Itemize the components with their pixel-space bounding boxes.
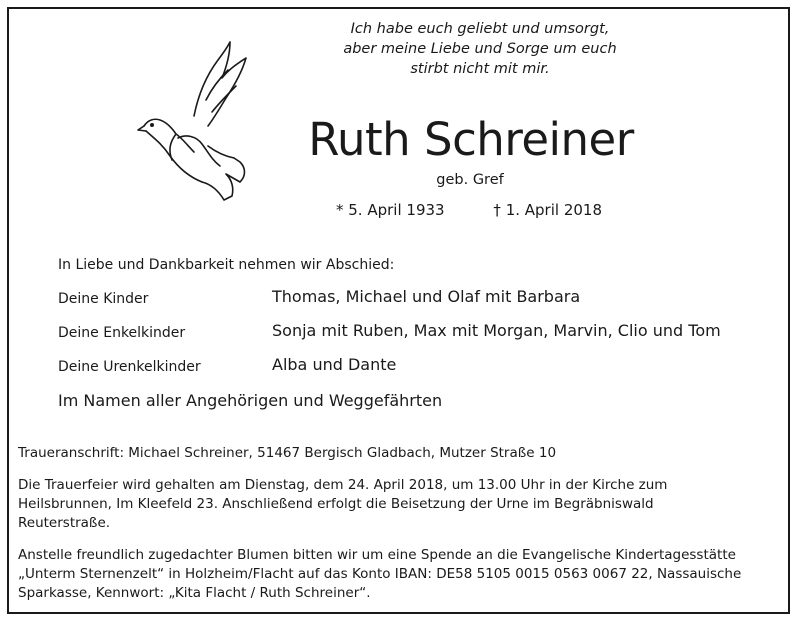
dove-icon: [136, 38, 262, 208]
mourning-address: [18, 444, 782, 463]
quote-line: Ich habe euch geliebt und umsorgt,: [350, 21, 610, 37]
farewell-intro: In Liebe und Dankbarkeit nehmen wir Abschied:: [58, 257, 395, 273]
donation-line: Sparkasse, Kennwort: „Kita Flacht / Ruth Schreiner“.: [18, 585, 371, 601]
ceremony-line: Heilsbrunnen, Im Kleefeld 23. Anschließend erfolgt die Beisetzung der Urne im Begräbniswald: [18, 496, 654, 512]
family-label: Deine Urenkelkinder: [58, 359, 201, 375]
family-names: Alba und Dante: [272, 355, 397, 374]
family-names: Thomas, Michael und Olaf mit Barbara: [272, 287, 581, 306]
family-label: Deine Kinder: [58, 291, 149, 307]
ceremony-line: Reuterstraße.: [18, 515, 111, 531]
donation-line: „Unterm Sternenzelt“ in Holzheim/Flacht auf das Konto IBAN: DE58 5105 0015 0563 0067 22, Nassauische: [18, 566, 742, 582]
address-text: Traueranschrift: Michael Schreiner, 51467 Bergisch Gladbach, Mutzer Straße 10: [18, 445, 557, 461]
family-label: Deine Enkelkinder: [58, 325, 186, 341]
donation-line: Anstelle freundlich zugedachter Blumen bitten wir um eine Spende an die Evangelische Kindertagesstätte: [18, 547, 736, 563]
death-date: † 1. April 2018: [493, 201, 602, 219]
quote-line: aber meine Liebe und Sorge um euch: [343, 41, 617, 57]
deceased-name: Ruth Schreiner: [308, 113, 634, 166]
quote-line: stirbt nicht mit mir.: [410, 61, 550, 77]
quote: [340, 19, 620, 79]
donation-info: [18, 546, 782, 603]
birth-date: * 5. April 1933: [336, 201, 445, 219]
ceremony-line: Die Trauerfeier wird gehalten am Dienstag, dem 24. April 2018, um 13.00 Uhr in der Kirche zum: [18, 477, 668, 493]
closing-line: Im Namen aller Angehörigen und Weggefährten: [58, 391, 443, 410]
family-names: Sonja mit Ruben, Max mit Morgan, Marvin, Clio und Tom: [272, 321, 721, 340]
ceremony-info: [18, 476, 782, 533]
birth-name: geb. Gref: [436, 172, 504, 188]
